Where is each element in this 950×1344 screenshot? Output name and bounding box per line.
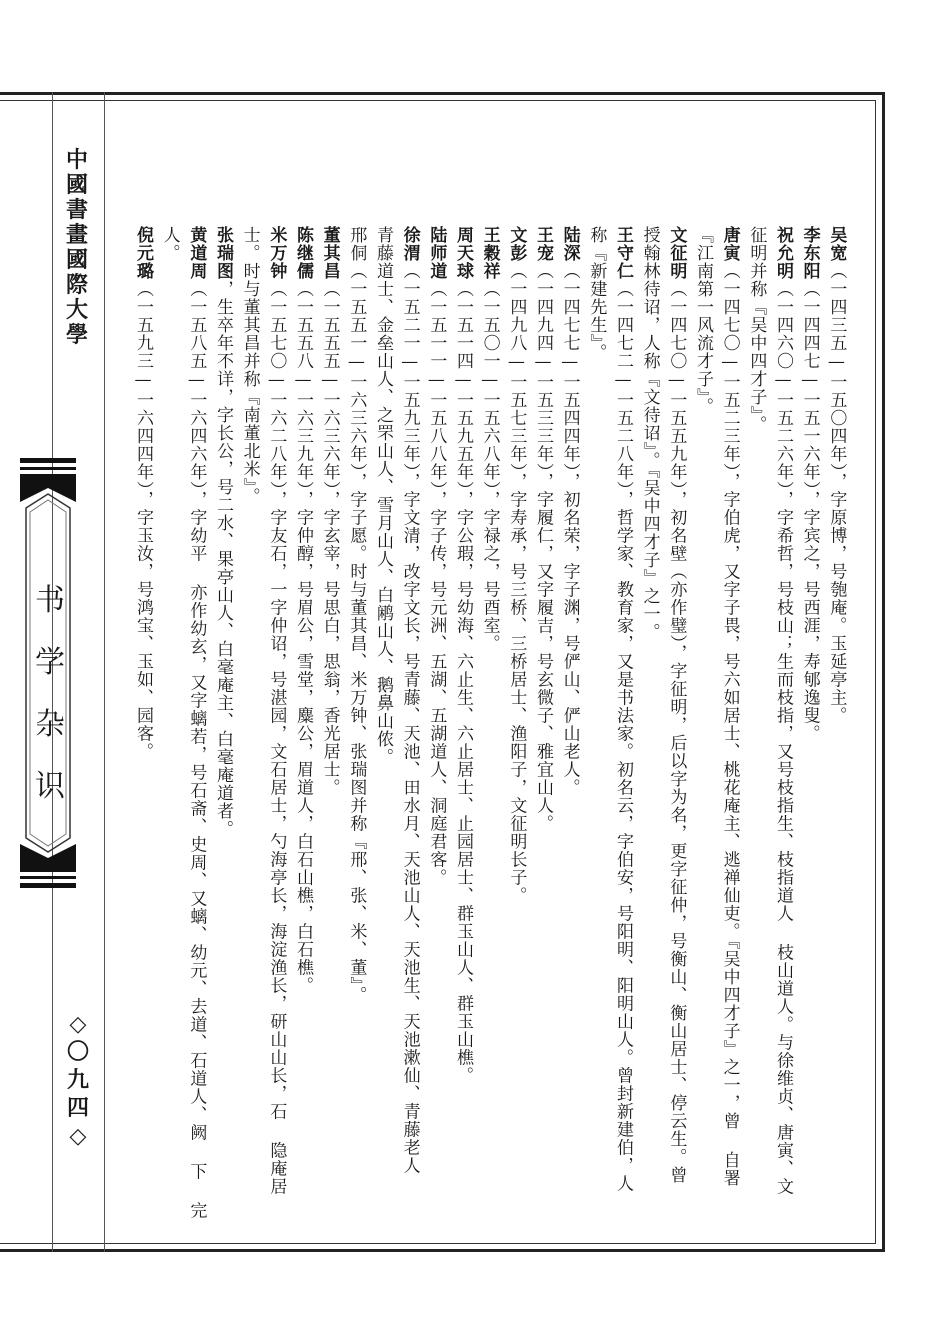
book-title-char: 书 <box>35 583 65 618</box>
text-column <box>370 226 396 766</box>
text-column <box>183 226 209 1220</box>
text-column <box>610 226 636 1193</box>
entry-name: 陆师道 <box>426 226 447 280</box>
entry-name: 文征明 <box>666 226 687 280</box>
entry-text: （一五九三—一六四四年），字玉汝，号鸿宝、玉如、园客。 <box>133 280 153 761</box>
text-column <box>530 226 556 833</box>
entry-text: 人。 <box>159 226 180 262</box>
text-column <box>237 226 263 506</box>
book-title <box>30 570 70 818</box>
header-char: 大 <box>65 297 88 323</box>
entry-text: （一四四七—一五一六年），字宾之，号西涯，寿郇逸叟。 <box>799 280 820 743</box>
entry-name: 王守仁 <box>613 226 633 280</box>
text-column <box>263 226 289 1196</box>
entry-text: （一四六〇—一五二六年），字希哲，号枝山；生而枝指，又号枝指生、枝指道人 枝山道人。与徐维贞、唐寅、文 <box>773 280 793 1196</box>
entry-name: 米万钟 <box>266 226 287 280</box>
text-column <box>690 226 716 416</box>
entry-text: （一五五五—一六三六年），字玄宰，号思白，思翁，香光居士。 <box>319 280 340 797</box>
text-column <box>210 226 236 838</box>
page-number-char: ◇ <box>69 1123 87 1149</box>
entry-text: 青藤道士、金垒山人、之罘山人、雪月山人、白鹇山人、鹅鼻山侬。 <box>373 226 393 766</box>
text-column <box>317 226 343 797</box>
entry-name: 张瑞图 <box>213 226 233 280</box>
entry-text: （一四九四—一五三三年），字履仁，又字履吉，号玄微子、雅宜山人。 <box>533 262 553 833</box>
entry-text: （一四七〇—一五二三年），字伯虎，又字子畏，号六如居士、桃花庵主、逃禅仙吏。『吴中四才子』之一，曾 自署 <box>719 262 740 1187</box>
entry-text: （一四三五—一五〇四年），字原博，号匏庵。玉延亭主。 <box>826 262 847 725</box>
body-text <box>130 226 850 1226</box>
text-column <box>450 226 476 1085</box>
page-number-char: 九 <box>66 1067 89 1093</box>
header-char: 國 <box>65 247 88 273</box>
header-char: 國 <box>65 172 88 198</box>
entry-text: （一五五八—一六三九年），字仲醇，号眉公，雪堂，麋公，眉道人，白石山樵，白石樵。 <box>293 280 313 995</box>
text-column <box>343 226 369 1004</box>
text-column <box>717 226 743 1187</box>
entry-text: （一五一四—一五九五年），字公瑕，号幼海、六止生、六止居士、止园居士、群玉山人、群玉山樵。 <box>453 280 473 1085</box>
text-column <box>770 226 796 1196</box>
entry-name: 黄道周 <box>186 226 207 280</box>
entry-text: （一五一一—一五八八年），字子传，号元洲、五湖、五湖道人、洞庭君客。 <box>426 280 447 887</box>
text-column <box>477 226 503 653</box>
text-column <box>290 226 316 995</box>
entry-text: 邢侗（一五五一—一六三六年），字子愿。时与董其昌、米万钟、张瑞图并称『邢、张、米、董』。 <box>346 226 367 1004</box>
text-column <box>743 226 769 434</box>
entry-text: （一四七〇—一五五九年），初名壁（亦作璧），字征明，后以字为名，更字征仲，号衡山、衡山居士、停云生。曾 <box>666 280 687 1184</box>
entry-name: 王宠 <box>533 226 553 262</box>
entry-name: 王穀祥 <box>479 226 500 280</box>
book-title-char: 学 <box>35 645 65 680</box>
entry-text: （一四七二—一五二八年），哲学家、教育家，又是书法家。初名云，字伯安，号阳明、阳明山人。曾封新建伯，人 <box>613 280 633 1193</box>
book-title-char: 杂 <box>35 707 65 742</box>
entry-name: 唐寅 <box>719 226 740 262</box>
header-char: 際 <box>65 272 88 298</box>
text-column <box>823 226 849 725</box>
entry-text: 称『新建先生』。 <box>586 226 607 362</box>
entry-text: 征明并称『吴中四才子』。 <box>746 226 767 434</box>
header-char: 學 <box>65 322 88 348</box>
page-number <box>64 1010 92 1150</box>
page-number-char: 〇 <box>66 1039 89 1065</box>
book-title-char: 识 <box>35 769 65 804</box>
entry-text: ，生卒年不详，字长公，号二水、果亭山人、白毫庵主、白毫庵道者。 <box>213 280 233 838</box>
entry-text: （一五八五—一六四六年），字幼平 亦作幼玄，又字螭若，号石斋、史周、又螭、幼元、去道、石道人、阙 下 完 <box>186 280 207 1220</box>
text-column <box>663 226 689 1184</box>
text-column <box>557 226 583 797</box>
running-header <box>63 148 91 348</box>
text-column <box>397 226 423 1175</box>
text-column <box>637 226 663 641</box>
entry-name: 徐渭 <box>399 226 420 262</box>
text-column <box>797 226 823 743</box>
entry-text: （一四九八—一五七三年），字寿承，号三桥、三桥居士、渔阳子，文征明长子。 <box>506 262 527 905</box>
entry-text: （一五七〇—一六二八年），字友石，一字仲诏，号湛园，文石居士，勺海亭长，海淀渔长，研山山长，石 隐庵居 <box>266 280 287 1196</box>
header-char: 書 <box>65 197 88 223</box>
entry-name: 倪元璐 <box>133 226 153 280</box>
header-char: 中 <box>65 147 88 173</box>
header-char: 畫 <box>65 222 88 248</box>
page-number-char: 四 <box>66 1095 89 1121</box>
entry-text: （一五二一—一五九三年），字文清，改字文长，号青藤、天池、田水月、天池山人、天池生、天池漱仙、青藤老人 <box>399 262 420 1175</box>
entry-text: 士。时与董其昌并称『南董北米』。 <box>239 226 260 506</box>
entry-name: 祝允明 <box>773 226 793 280</box>
entry-text: 授翰林待诏，人称『文待诏』。『吴中四才子』之一。 <box>639 226 660 641</box>
page-number-char: ◇ <box>69 1011 87 1037</box>
entry-text: （一五〇一—一五六八年），字禄之，号酉室。 <box>479 280 500 653</box>
text-column <box>157 226 183 262</box>
margin-rule-right <box>104 92 105 1252</box>
text-column <box>583 226 609 362</box>
entry-name: 李东阳 <box>799 226 820 280</box>
entry-text: （一四七七—一五四四年），初名荣，字子渊，号俨山、俨山老人。 <box>559 262 580 797</box>
text-column <box>503 226 529 905</box>
entry-name: 周天球 <box>453 226 473 280</box>
text-column <box>423 226 449 887</box>
entry-name: 吴宽 <box>826 226 847 262</box>
entry-name: 陈继儒 <box>293 226 313 280</box>
entry-text: 『江南第一风流才子』。 <box>693 226 713 416</box>
entry-name: 文彭 <box>506 226 527 262</box>
entry-name: 陆深 <box>559 226 580 262</box>
text-column <box>130 226 156 761</box>
entry-name: 董其昌 <box>319 226 340 280</box>
